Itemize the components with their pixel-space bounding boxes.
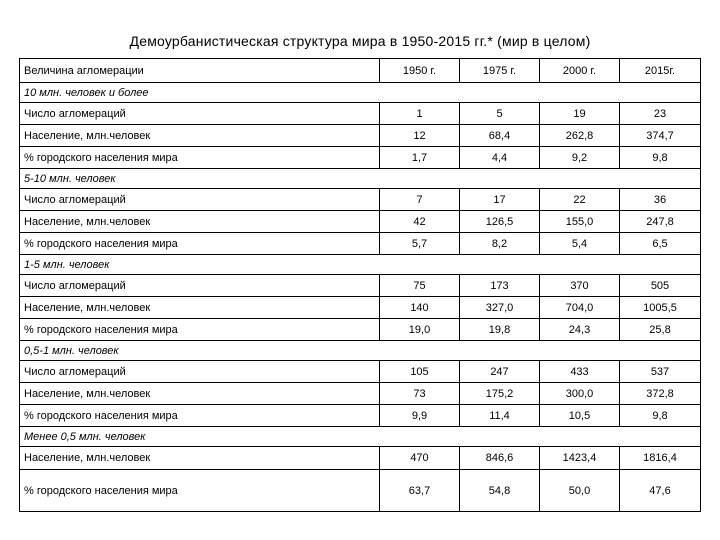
table-row: [20, 383, 701, 405]
table-cell: 173: [460, 275, 540, 297]
row-label: Число агломераций: [20, 189, 380, 211]
table-cell: 24,3: [540, 319, 620, 341]
table-cell: 175,2: [460, 383, 540, 405]
row-label: Число агломераций: [20, 103, 380, 125]
row-label: Население, млн.человек: [20, 211, 380, 233]
row-label: % городского населения мира: [20, 470, 380, 512]
table-cell: 126,5: [460, 211, 540, 233]
table-cell: 12: [380, 125, 460, 147]
table-cell: 19,8: [460, 319, 540, 341]
table-cell: 22: [540, 189, 620, 211]
page-title: Демоурбанистическая структура мира в 1950-2015 гг.* (мир в целом): [129, 33, 591, 49]
table-cell: 105: [380, 361, 460, 383]
header-cell: 2000 г.: [540, 59, 620, 83]
table-cell: 537: [620, 361, 701, 383]
table-row: [20, 470, 701, 512]
row-label: % городского населения мира: [20, 233, 380, 255]
table-cell: 1,7: [380, 147, 460, 169]
table-row: [20, 125, 701, 147]
table-cell: 262,8: [540, 125, 620, 147]
table-cell: 247: [460, 361, 540, 383]
table-header-row: [20, 59, 701, 83]
table-cell: 9,2: [540, 147, 620, 169]
row-label: % городского населения мира: [20, 405, 380, 427]
table-cell: 19: [540, 103, 620, 125]
table-cell: 36: [620, 189, 701, 211]
section-row: [20, 169, 701, 189]
table-cell: 5: [460, 103, 540, 125]
header-cell: Величина агломерации: [20, 59, 380, 83]
section-label: 0,5-1 млн. человек: [20, 341, 701, 361]
section-row: [20, 83, 701, 103]
table-cell: 4,4: [460, 147, 540, 169]
table-cell: 140: [380, 297, 460, 319]
section-label: 10 млн. человек и более: [20, 83, 701, 103]
table-cell: 374,7: [620, 125, 701, 147]
table-cell: 50,0: [540, 470, 620, 512]
header-cell: 1975 г.: [460, 59, 540, 83]
row-label: Число агломераций: [20, 275, 380, 297]
table-row: [20, 233, 701, 255]
table-cell: 1005,5: [620, 297, 701, 319]
agglomeration-table: [19, 58, 701, 512]
table-cell: 247,8: [620, 211, 701, 233]
section-row: [20, 255, 701, 275]
table-cell: 10,5: [540, 405, 620, 427]
table-cell: 25,8: [620, 319, 701, 341]
section-row: [20, 427, 701, 447]
table-cell: 370: [540, 275, 620, 297]
table-cell: 470: [380, 447, 460, 470]
table-cell: 17: [460, 189, 540, 211]
table-cell: 6,5: [620, 233, 701, 255]
table-cell: 9,8: [620, 147, 701, 169]
section-label: 1-5 млн. человек: [20, 255, 701, 275]
table-cell: 11,4: [460, 405, 540, 427]
table-cell: 155,0: [540, 211, 620, 233]
table-cell: 1816,4: [620, 447, 701, 470]
table-cell: 5,4: [540, 233, 620, 255]
row-label: Население, млн.человек: [20, 125, 380, 147]
header-cell: 2015г.: [620, 59, 701, 83]
table-cell: 9,8: [620, 405, 701, 427]
table-cell: 42: [380, 211, 460, 233]
table-cell: 1423,4: [540, 447, 620, 470]
header-cell: 1950 г.: [380, 59, 460, 83]
table-cell: 327,0: [460, 297, 540, 319]
table-row: [20, 319, 701, 341]
table-cell: 19,0: [380, 319, 460, 341]
table-cell: 372,8: [620, 383, 701, 405]
table-cell: 8,2: [460, 233, 540, 255]
section-label: 5-10 млн. человек: [20, 169, 701, 189]
table-row: [20, 405, 701, 427]
section-row: [20, 341, 701, 361]
table-row: [20, 189, 701, 211]
table-row: [20, 447, 701, 470]
row-label: % городского населения мира: [20, 319, 380, 341]
table-cell: 73: [380, 383, 460, 405]
table-cell: 704,0: [540, 297, 620, 319]
table-cell: 433: [540, 361, 620, 383]
table-cell: 505: [620, 275, 701, 297]
table-row: [20, 297, 701, 319]
table-cell: 63,7: [380, 470, 460, 512]
row-label: Число агломераций: [20, 361, 380, 383]
table-cell: 1: [380, 103, 460, 125]
table-cell: 54,8: [460, 470, 540, 512]
section-label: Менее 0,5 млн. человек: [20, 427, 701, 447]
table-cell: 75: [380, 275, 460, 297]
table-row: [20, 361, 701, 383]
row-label: % городского населения мира: [20, 147, 380, 169]
table-row: [20, 147, 701, 169]
table-row: [20, 103, 701, 125]
table-cell: 68,4: [460, 125, 540, 147]
table-cell: 300,0: [540, 383, 620, 405]
table-row: [20, 275, 701, 297]
table-cell: 47,6: [620, 470, 701, 512]
table-cell: 5,7: [380, 233, 460, 255]
row-label: Население, млн.человек: [20, 383, 380, 405]
row-label: Население, млн.человек: [20, 297, 380, 319]
row-label: Население, млн.человек: [20, 447, 380, 470]
table-cell: 7: [380, 189, 460, 211]
table-row: [20, 211, 701, 233]
table-cell: 846,6: [460, 447, 540, 470]
table-cell: 23: [620, 103, 701, 125]
table-cell: 9,9: [380, 405, 460, 427]
